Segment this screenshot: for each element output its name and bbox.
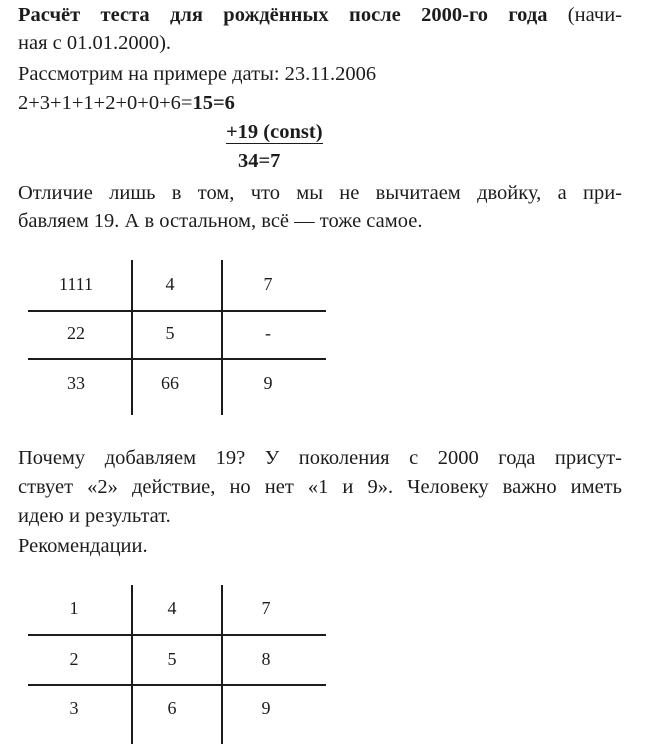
grid-divider bbox=[221, 260, 223, 415]
grid-divider bbox=[221, 585, 223, 744]
grid-cell: 66 bbox=[161, 373, 179, 393]
grid-cell: 7 bbox=[261, 598, 271, 618]
grid-cell: 9 bbox=[263, 373, 273, 393]
grid-cell: 33 bbox=[67, 373, 85, 393]
grid-cell: 3 bbox=[69, 698, 79, 718]
heading-line-2: ная с 01.01.2000). bbox=[18, 32, 172, 54]
paragraph2-line-1: Почему добавляем 19? У поколения с 2000 года присут- bbox=[18, 447, 622, 469]
total-line: 34=7 bbox=[238, 150, 281, 172]
number-grid-2 bbox=[28, 585, 328, 744]
add-const: +19 (const) bbox=[226, 121, 323, 143]
paragraph1-line-1: Отличие лишь в том, что мы не вычитаем двойку, а при- bbox=[18, 182, 622, 204]
grid-cell: 1111 bbox=[59, 274, 93, 294]
paragraph1-line-2: бавляем 19. А в остальном, всё — тоже самое. bbox=[18, 210, 423, 232]
grid-cell: 5 bbox=[165, 323, 175, 343]
sum-line bbox=[18, 90, 235, 116]
add-line bbox=[226, 119, 323, 145]
heading-bold: Расчёт теста для рождённых после 2000-го года bbox=[18, 4, 548, 26]
paragraph2-line-4: Рекомендации. bbox=[18, 535, 148, 557]
grid-divider bbox=[131, 585, 133, 744]
number-grid-1 bbox=[28, 260, 328, 415]
paragraph2-line-3: идею и результат. bbox=[18, 505, 171, 527]
grid-cell: 1 bbox=[69, 598, 79, 618]
grid-divider bbox=[28, 358, 326, 360]
sum-expression: 2+3+1+1+2+0+0+6= bbox=[18, 92, 193, 114]
grid-divider bbox=[28, 684, 326, 686]
sum-result: 15=6 bbox=[192, 92, 235, 114]
grid-cell: 8 bbox=[261, 649, 271, 669]
heading-rest: (начи- bbox=[547, 4, 622, 26]
grid-divider bbox=[131, 260, 133, 415]
grid-cell: - bbox=[265, 323, 271, 343]
heading-line-1 bbox=[18, 2, 622, 28]
grid-divider bbox=[28, 310, 326, 312]
grid-cell: 5 bbox=[167, 649, 177, 669]
example-line: Рассмотрим на примере даты: 23.11.2006 bbox=[18, 63, 377, 85]
grid-cell: 22 bbox=[67, 323, 85, 343]
grid-cell: 6 bbox=[167, 698, 177, 718]
grid-cell: 4 bbox=[167, 598, 177, 618]
grid-cell: 2 bbox=[69, 649, 79, 669]
grid-cell: 9 bbox=[261, 698, 271, 718]
grid-cell: 7 bbox=[263, 274, 273, 294]
grid-divider bbox=[28, 634, 326, 636]
paragraph2-line-2: ствует «2» действие, но нет «1 и 9». Человеку важно иметь bbox=[18, 476, 622, 498]
grid-cell: 4 bbox=[165, 274, 175, 294]
